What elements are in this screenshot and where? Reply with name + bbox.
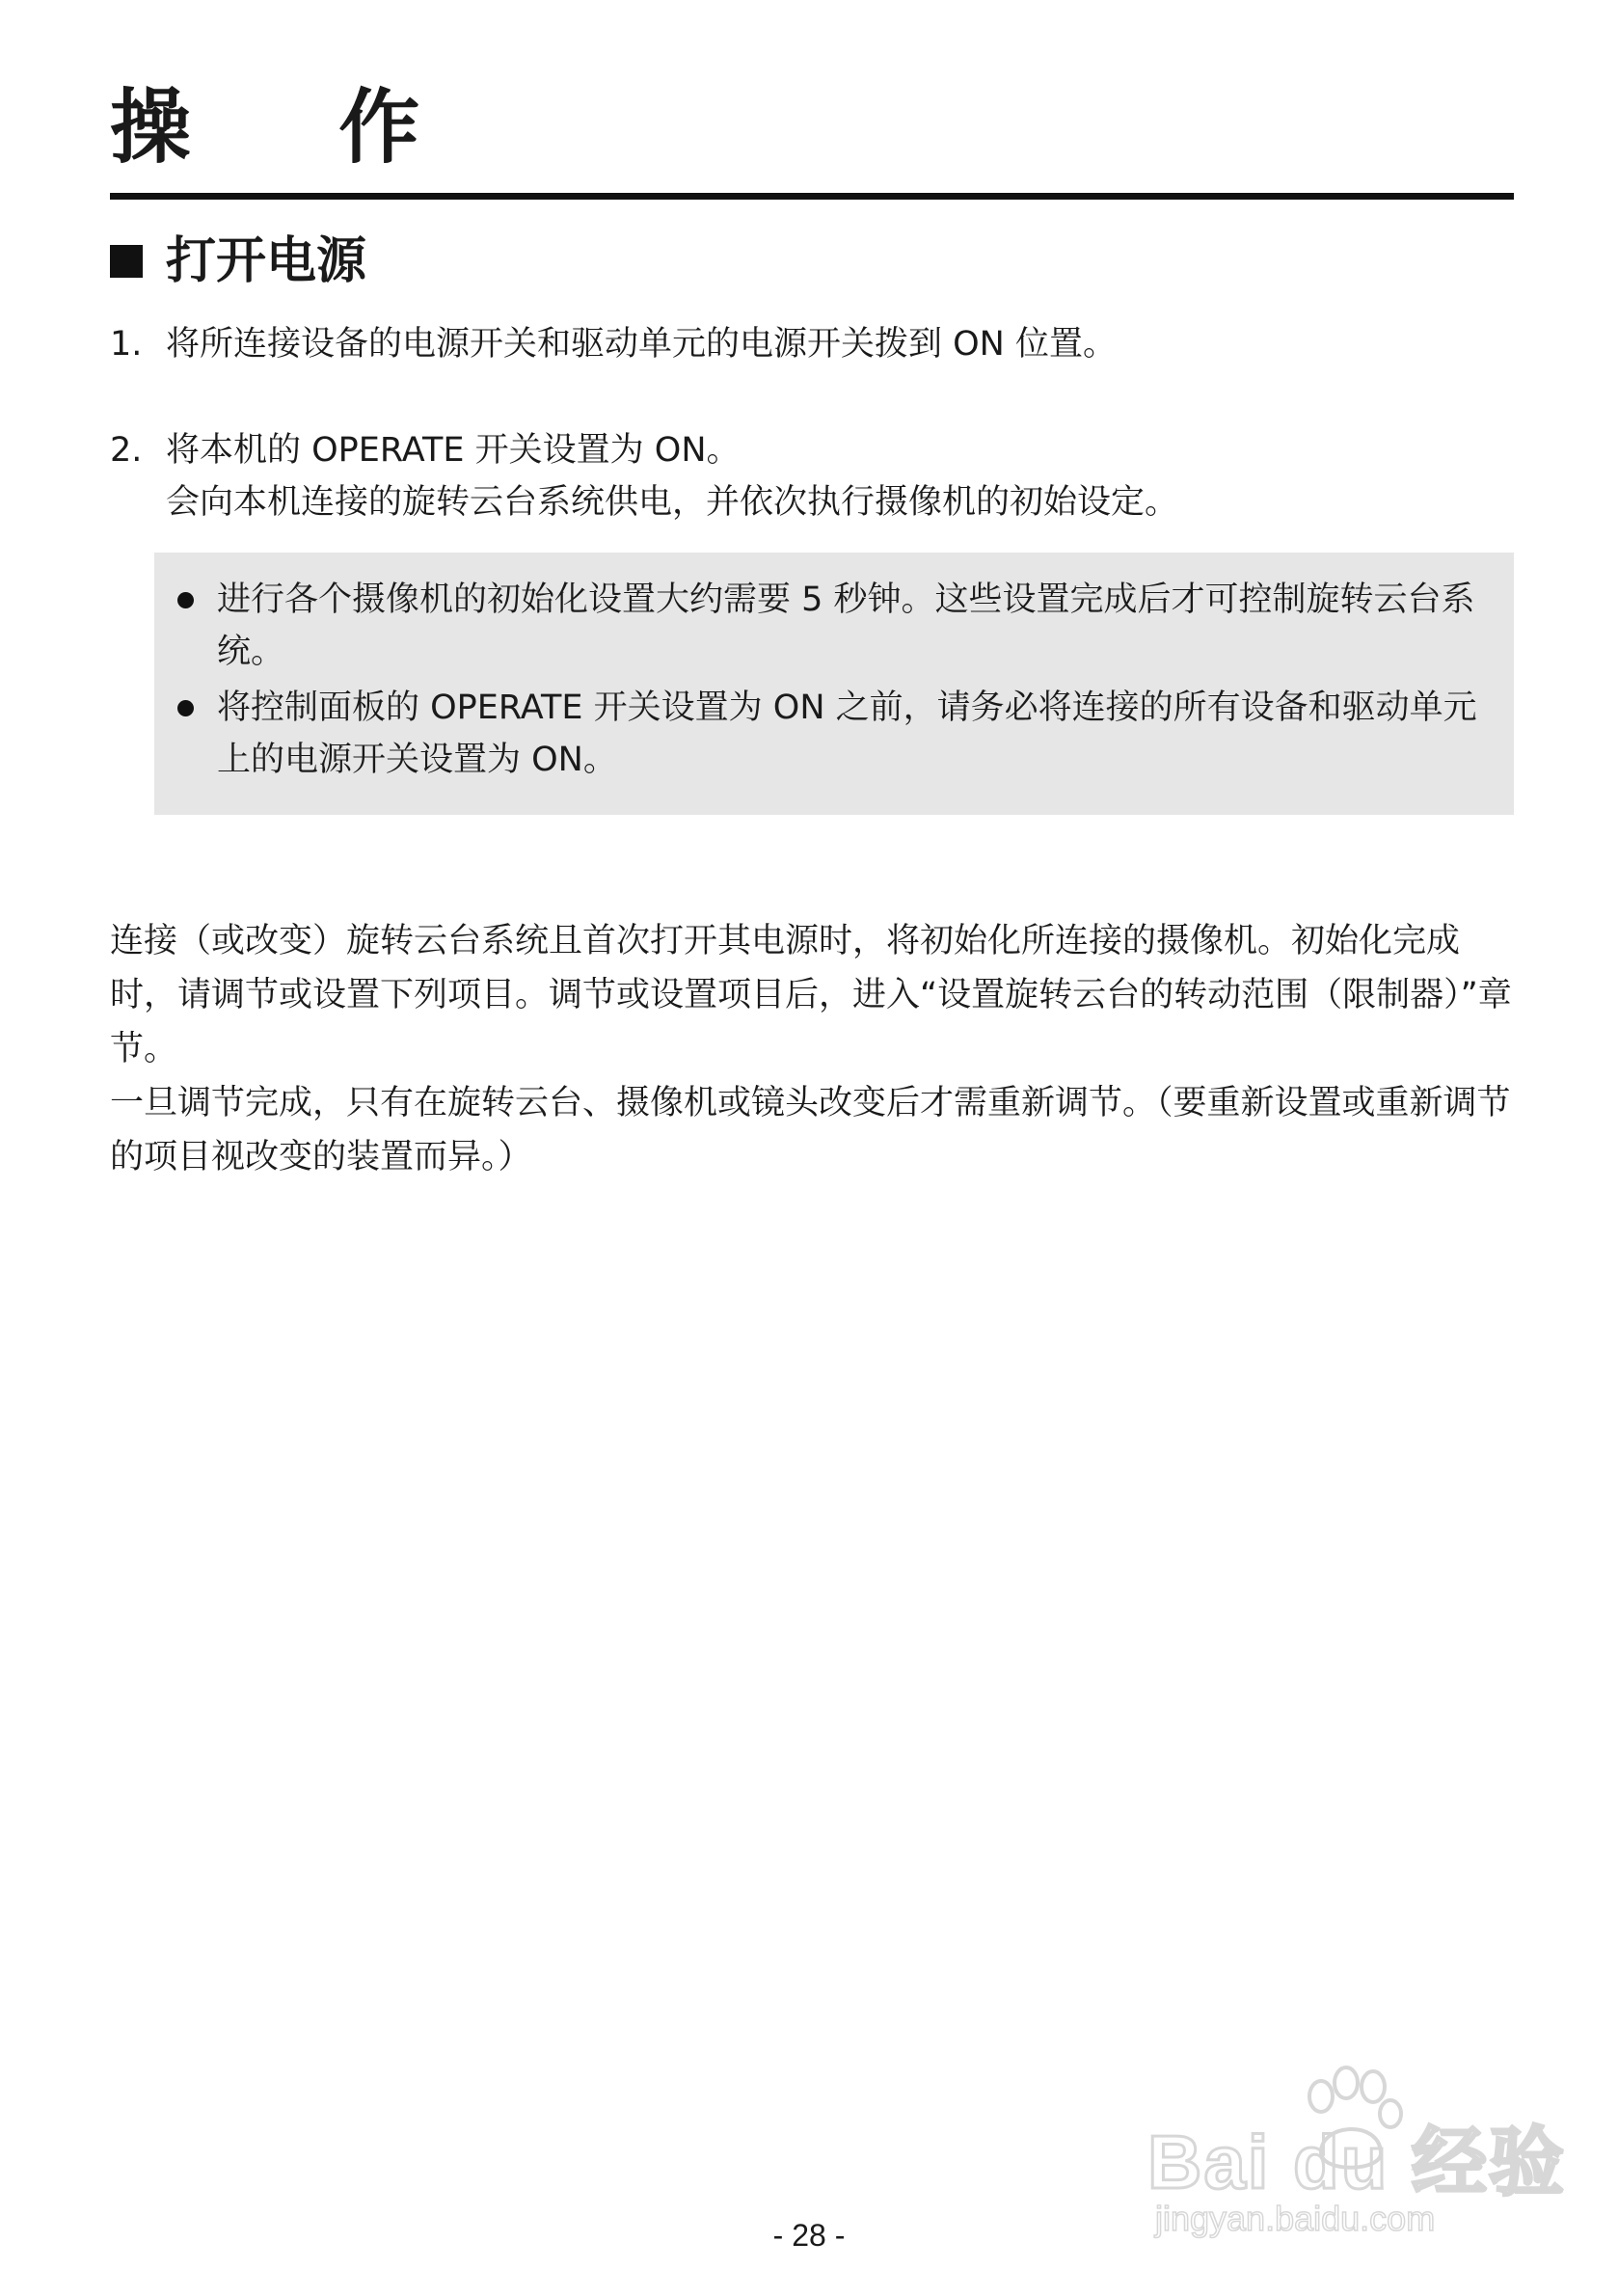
note-text: 将控制面板的 OPERATE 开关设置为 ON 之前，请务必将连接的所有设备和驱动单元上的电源开关设置为 ON。 [217, 689, 1477, 779]
step-continuation: 会向本机连接的旋转云台系统供电，并依次执行摄像机的初始设定。 [166, 483, 1179, 522]
watermark-logo-text: Bai du 经验 [1147, 2120, 1567, 2204]
step-2 [110, 424, 1178, 528]
page-title: 操 作 [110, 80, 480, 175]
notes-box [154, 553, 1514, 815]
body-paragraph: 连接（或改变）旋转云台系统且首次打开其电源时，将初始化所连接的摄像机。初始化完成时，请调节或设置下列项目。调节或设置项目后，进入“设置旋转云台的转动范围（限制器）”章节。 [110, 922, 1512, 1068]
step-text: 将本机的 OPERATE 开关设置为 ON。 [166, 431, 741, 470]
bullet-icon [177, 700, 194, 716]
watermark-url: jingyan.baidu.com [1155, 2199, 1436, 2238]
note-item [177, 682, 1487, 786]
step-text: 将所连接设备的电源开关和驱动单元的电源开关拨到 ON 位置。 [166, 325, 1117, 364]
step-number: 2. [110, 431, 143, 470]
section-heading [110, 232, 367, 290]
square-icon [110, 245, 143, 278]
note-item [177, 574, 1487, 678]
body-paragraph: 一旦调节完成，只有在旋转云台、摄像机或镜头改变后才需重新调节。（要重新设置或重新调节的项目视改变的装置而异。） [110, 1084, 1511, 1176]
title-underline [110, 193, 1514, 200]
section-heading-label: 打开电源 [166, 232, 367, 290]
step-number: 1. [110, 325, 143, 364]
step-1 [110, 318, 1117, 370]
page-number: - 28 - [772, 2218, 846, 2253]
note-text: 进行各个摄像机的初始化设置大约需要 5 秒钟。这些设置完成后才可控制旋转云台系统。 [217, 581, 1475, 671]
bullet-icon [177, 592, 194, 608]
